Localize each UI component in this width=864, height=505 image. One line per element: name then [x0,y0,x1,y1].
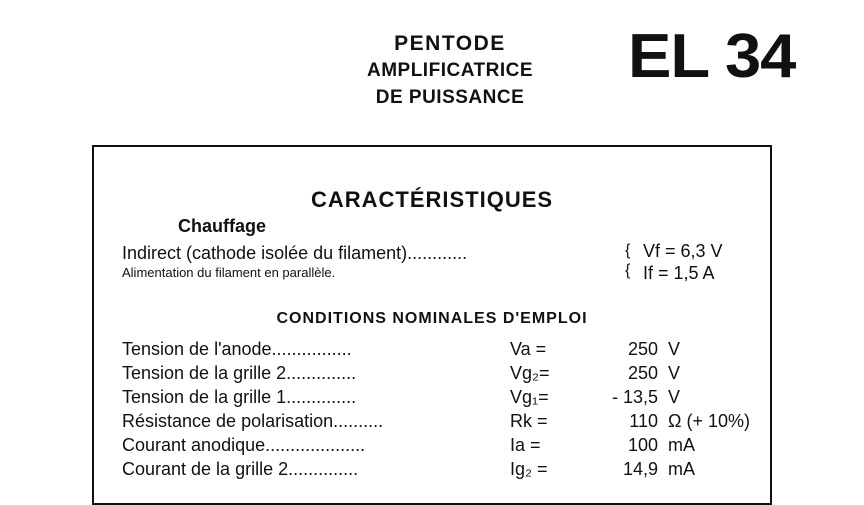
condition-label: Courant de la grille 2.............. [122,459,359,479]
condition-value: - 13,5 [611,387,658,407]
condition-label: Tension de la grille 1.............. [122,387,357,407]
condition-value: 250 [627,339,658,359]
characteristics-box [92,145,772,505]
condition-value: 14,9 [622,459,658,479]
condition-label: Tension de l'anode................ [122,339,352,359]
tube-description [330,30,570,111]
condition-value: 110 [629,411,658,431]
heating-note: Alimentation du filament en parallèle. [122,265,336,280]
tube-function-2: DE PUISSANCE [375,87,525,108]
section-title: CARACTÉRISTIQUES [310,187,554,212]
condition-unit: V [668,339,681,359]
condition-label: Résistance de polarisation.......... [122,411,384,431]
condition-unit: V [668,363,681,383]
condition-unit: V [668,387,681,407]
condition-symbol: Ig₂ = [510,459,548,479]
condition-symbol: Va = [510,339,547,359]
condition-unit: Ω (+ 10%) [668,411,750,431]
condition-symbol: Vg₁= [510,387,549,407]
tube-function: AMPLIFICATRICE [366,60,534,81]
condition-unit: mA [668,435,695,455]
heating-heading: Chauffage [178,216,267,236]
condition-value: 100 [627,435,658,455]
condition-symbol: Ia = [510,435,541,455]
condition-symbol: Rk = [510,411,548,431]
condition-label: Courant anodique.................... [122,435,366,455]
heating-current: If = 1,5 A [643,263,715,283]
tube-type: PENTODE [394,32,506,55]
brace-icon: { { [625,242,631,279]
condition-unit: mA [668,459,695,479]
heating-line: Indirect (cathode isolée du filament)............ [122,243,468,263]
conditions-heading: CONDITIONS NOMINALES D'EMPLOI [276,310,588,327]
condition-value: 250 [627,363,658,383]
condition-label: Tension de la grille 2.............. [122,363,357,383]
tube-model: EL 34 [628,22,796,91]
heating-voltage: Vf = 6,3 V [643,241,723,261]
condition-symbol: Vg₂= [510,363,550,383]
